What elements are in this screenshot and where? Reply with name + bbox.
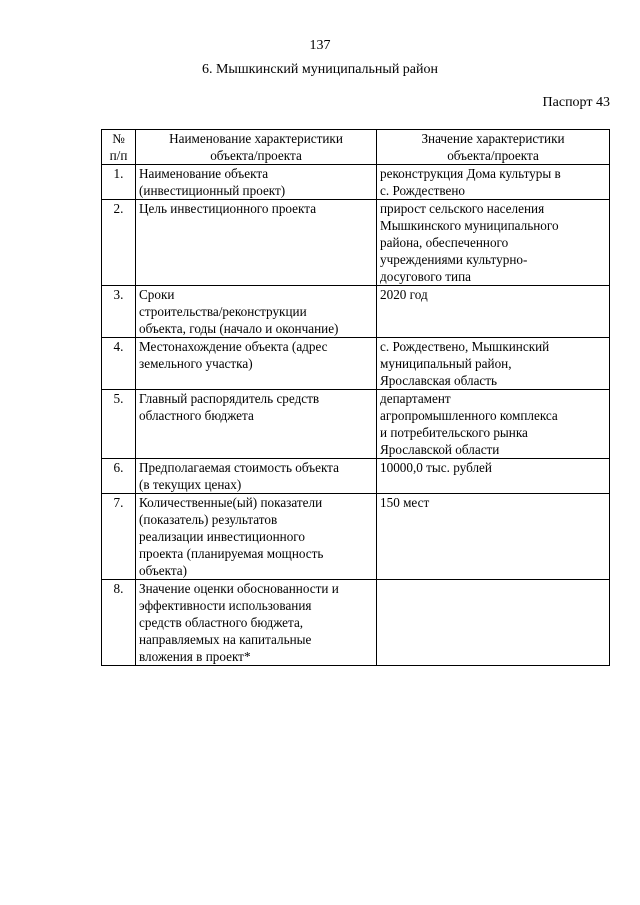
row-value: 150 мест	[377, 494, 610, 580]
row-value: 10000,0 тыс. рублей	[377, 459, 610, 494]
row-number: 8.	[102, 580, 136, 666]
row-characteristic: Количественные(ый) показатели (показатель) результатов реализации инвестиционного проекта (планируемая мощность объекта)	[136, 494, 377, 580]
table-header-row	[102, 130, 610, 165]
table-row	[102, 494, 610, 580]
row-number: 3.	[102, 286, 136, 338]
row-characteristic: Значение оценки обоснованности и эффективности использования средств областного бюджета, направляемых на капитальные вложения в проект*	[136, 580, 377, 666]
section-title: 6. Мышкинский муниципальный район	[201, 62, 439, 77]
row-characteristic: Местонахождение объекта (адрес земельного участка)	[136, 338, 377, 390]
table-row	[102, 200, 610, 286]
column-header-value: Значение характеристики объекта/проекта	[377, 130, 610, 165]
table-row	[102, 286, 610, 338]
table-row	[102, 390, 610, 459]
row-value: департамент агропромышленного комплекса и потребительского рынка Ярославской области	[377, 390, 610, 459]
table-row	[102, 165, 610, 200]
page-number: 137	[309, 38, 331, 53]
row-value: с. Рождествено, Мышкинский муниципальный район, Ярославская область	[377, 338, 610, 390]
column-header-number: № п/п	[102, 130, 136, 165]
row-value	[377, 580, 610, 666]
row-number: 7.	[102, 494, 136, 580]
row-characteristic: Сроки строительства/реконструкции объекта, годы (начало и окончание)	[136, 286, 377, 338]
row-characteristic: Наименование объекта (инвестиционный проект)	[136, 165, 377, 200]
row-number: 2.	[102, 200, 136, 286]
column-header-name: Наименование характеристики объекта/проекта	[136, 130, 377, 165]
row-number: 5.	[102, 390, 136, 459]
table-row	[102, 580, 610, 666]
row-characteristic: Главный распорядитель средств областного бюджета	[136, 390, 377, 459]
row-characteristic: Цель инвестиционного проекта	[136, 200, 377, 286]
row-value: прирост сельского населения Мышкинского муниципального района, обеспеченного учреждениями культурно- досугового типа	[377, 200, 610, 286]
row-value: 2020 год	[377, 286, 610, 338]
row-number: 4.	[102, 338, 136, 390]
table-row	[102, 459, 610, 494]
row-value: реконструкция Дома культуры в с. Рождествено	[377, 165, 610, 200]
table-row	[102, 338, 610, 390]
passport-label: Паспорт 43	[542, 95, 610, 110]
passport-table	[101, 129, 610, 666]
row-number: 6.	[102, 459, 136, 494]
row-characteristic: Предполагаемая стоимость объекта (в текущих ценах)	[136, 459, 377, 494]
row-number: 1.	[102, 165, 136, 200]
